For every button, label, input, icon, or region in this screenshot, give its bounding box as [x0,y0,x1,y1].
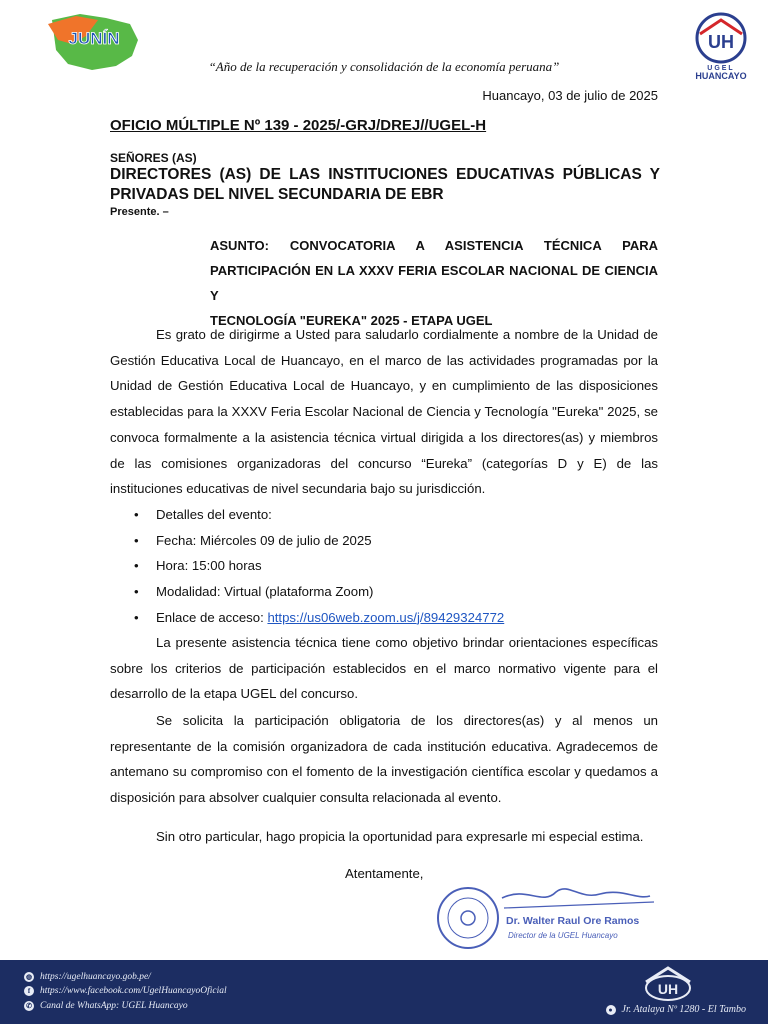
footer-bar [0,960,768,1024]
event-details-list [134,502,504,631]
paragraph-request: Se solicita la participación obligatoria de los directores(as) y al menos un representante de la comisión organizadora de cada institución educativa. Agradecemos de antemano su compromiso con el fomento de la investigación científica escolar y quedamos a disposición para absolver cualquier consulta relacionada al evento. [110,713,658,806]
svg-text:Dr. Walter Raul Ore Ramos: Dr. Walter Raul Ore Ramos [506,915,640,927]
list-item-link [134,605,504,631]
paragraph-closing: Sin otro particular, hago propicia la oportunidad para expresarle mi especial estima. [156,829,644,844]
footer-address: ● Jr. Atalaya Nº 1280 - El Tambo [606,1004,747,1015]
recipients [110,165,660,205]
subject-line-1: ASUNTO: CONVOCATORIA A ASISTENCIA TÉCNICA PARA [210,238,658,253]
list-item: • Hora: 15:00 horas [134,553,504,579]
facebook-icon: f [24,986,34,996]
recipients-line-2: PRIVADAS DEL NIVEL SECUNDARIA DE EBR [110,186,444,203]
link-label: Enlace de acceso: [156,609,268,625]
list-item: • Modalidad: Virtual (plataforma Zoom) [134,579,504,605]
presente-label: Presente. – [110,206,169,218]
zoom-link[interactable]: https://us06web.zoom.us/j/89429324772 [267,609,505,625]
globe-icon: ◍ [25,973,33,981]
recipients-line-1: DIRECTORES (AS) DE LAS INSTITUCIONES EDUCATIVAS PÚBLICAS Y [110,166,660,183]
footer-web[interactable]: ◍ https://ugelhuancayo.gob.pe/ [25,972,151,983]
signature-seal [432,878,662,954]
ugel-footer-logo [640,964,696,1002]
whatsapp-icon: ✆ [24,1001,34,1011]
svg-text:UH: UH [657,981,679,997]
svg-text:HUANCAYO: HUANCAYO [695,71,747,81]
salutation: SEÑORES (AS) [110,151,197,165]
subject-line-3: TECNOLOGÍA "EUREKA" 2025 - ETAPA UGEL [210,313,493,328]
svg-text:UGEL: UGEL [707,65,735,72]
svg-text:JUNÍN: JUNÍN [68,29,120,48]
svg-text:Director de la UGEL Huancayo: Director de la UGEL Huancayo [508,931,618,940]
subject-block [210,233,658,333]
list-item: • Detalles del evento: [134,502,504,528]
year-motto: “Año de la recuperación y consolidación de la economía peruana” [208,59,560,74]
letter-date: Huancayo, 03 de julio de 2025 [482,88,658,103]
closing-salutation: Atentamente, [345,866,424,881]
paragraph-objective: La presente asistencia técnica tiene como objetivo brindar orientaciones específicas sobre los criterios de participación establecidos en el marco normativo vigente para el desarrollo de la etapa UGEL del concurso. [110,635,658,702]
list-item: • Fecha: Miércoles 09 de julio de 2025 [134,528,504,554]
oficio-number: OFICIO MÚLTIPLE Nº 139 - 2025/-GRJ/DREJ//UGEL-H [110,117,487,134]
footer-facebook[interactable]: f https://www.facebook.com/UgelHuancayoOficial [24,986,227,996]
svg-text:UH: UH [708,32,734,52]
footer-whatsapp[interactable]: ✆ Canal de WhatsApp: UGEL Huancayo [24,1001,188,1011]
paragraph-intro: Es grato de dirigirme a Usted para saludarlo cordialmente a nombre de la Unidad de Gestión Educativa Local de Huancayo, en el marco de las actividades programadas por la Unidad de Gestión Educativa Local de Huancayo, y en cumplimiento de las disposiciones establecidas para la XXXV Feria Escolar Nacional de Ciencia y Tecnología "Eureka" 2025, se convoca formalmente a la asistencia técnica virtual dirigida a los directores(as) y miembros de las comisiones organizadoras del concurso “Eureka” (categorías D y E) de las instituciones educativas de nivel secundaria bajo su jurisdicción. [110,327,658,497]
location-pin-icon: ● [606,1005,616,1015]
subject-line-2: PARTICIPACIÓN EN LA XXXV FERIA ESCOLAR NACIONAL DE CIENCIA Y [210,263,658,303]
